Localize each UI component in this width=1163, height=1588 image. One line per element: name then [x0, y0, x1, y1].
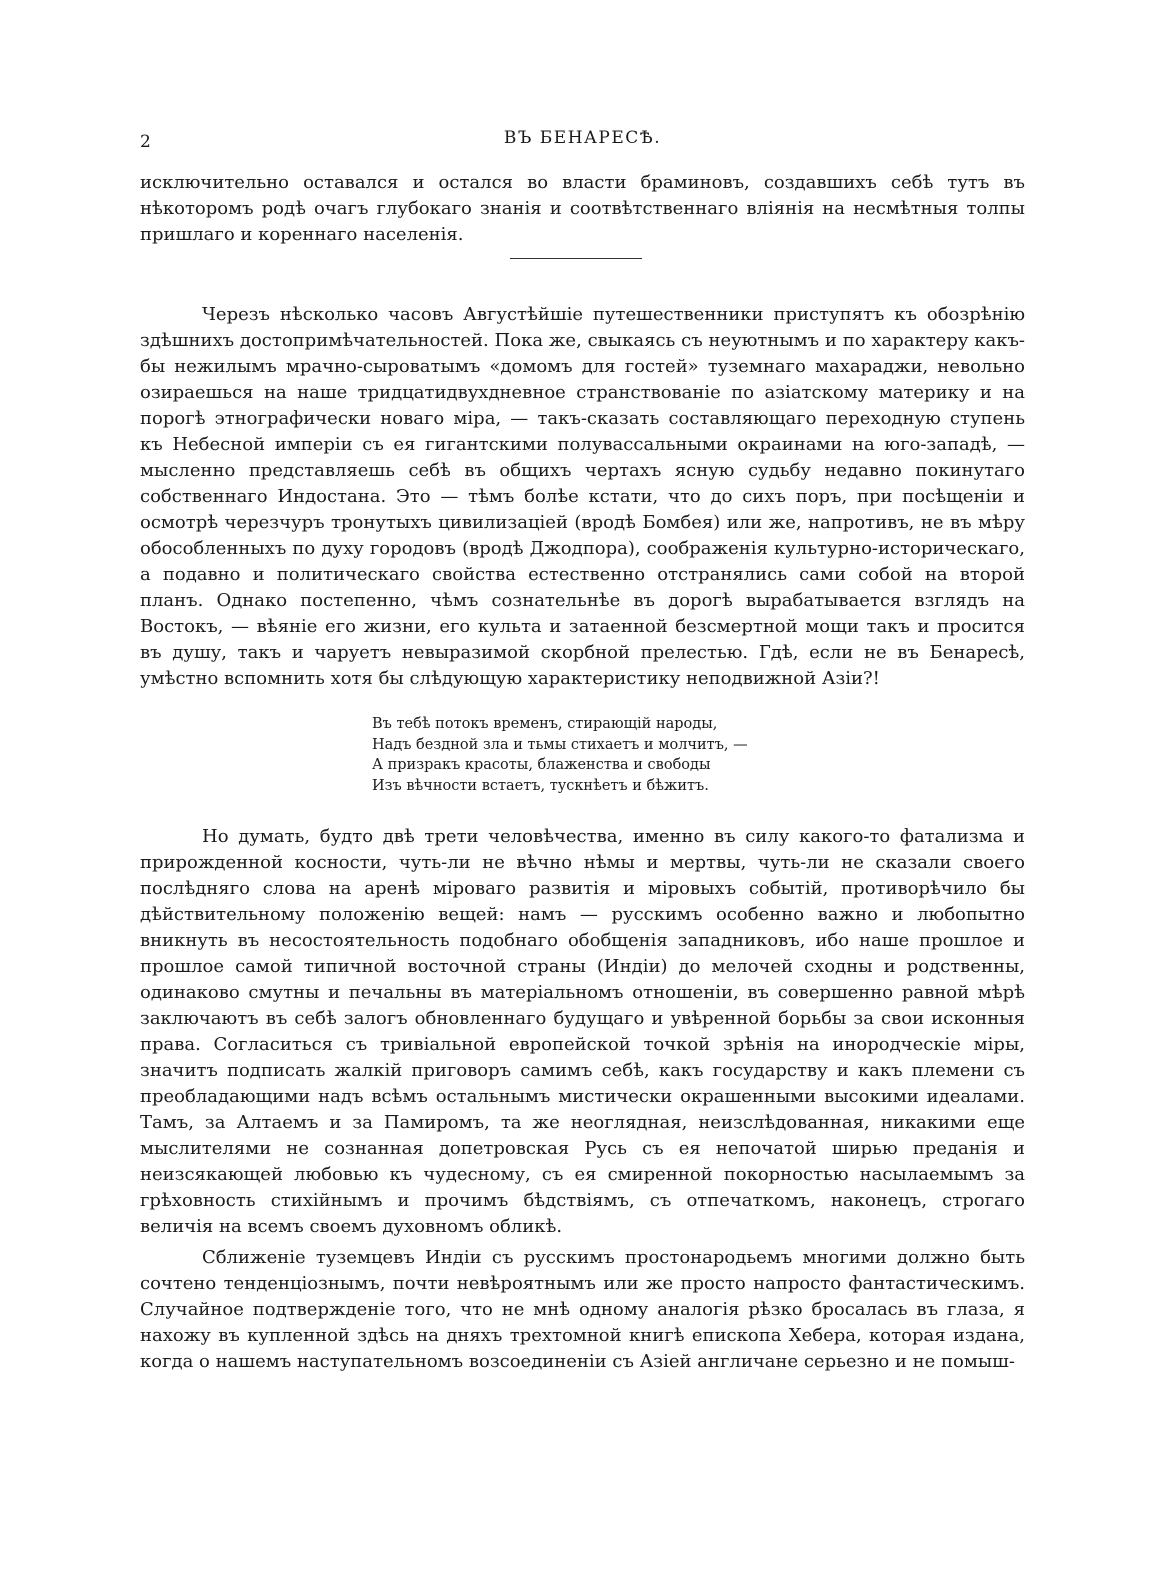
running-title: ВЪ БЕНАРЕСѢ.	[503, 128, 662, 148]
poem-line: Въ тебѣ потокъ временъ, стирающій народы,	[372, 716, 718, 732]
paragraph-second: Но думать, будто двѣ трети человѣчества, именно въ силу какого-то фатализма и прирожденной косности, чуть-ли не вѣчно нѣмы и мертвы, чуть-ли не сказали своего послѣдняго слова на аренѣ міроваго развитія и міровыхъ событій, противорѣчило бы дѣйствительному положенію вещей: намъ — русскимъ особенно важно и любопытно вникнуть въ несостоятельность подобнаго обобщенія западниковъ, ибо наше прошлое и прошлое самой типичной восточной страны (Индіи) до мелочей сходны и родственны, одинаково смутны и печальны въ матеріальномъ отношеніи, въ совершенно равной мѣрѣ заключаютъ въ себѣ залогъ обновленнаго будущаго и увѣренной борьбы за свои исконныя права. Согласиться съ тривіальной европейской точкой зрѣнія на инородческіе міры, значитъ подписать жалкій приговоръ самимъ себѣ, какъ государству и какъ племени съ преобладающими надъ всѣмъ остальнымъ мистически окрашенными высокими идеалами. Тамъ, за Алтаемъ и за Памиромъ, та же неоглядная, неизслѣдованная, никакими еще мыслителями не сознанная допетровская Русь съ ея непочатой ширью преданія и неизсякающей любовью къ чудесному, съ ея смиренной покорностью насылаемымъ за грѣховность стихійнымъ и прочимъ бѣдствіямъ, съ отпечаткомъ, наконецъ, строгаго величія на всемъ своемъ духовномъ обликѣ.	[140, 826, 1025, 1237]
paragraph-continued: исключительно оставался и остался во власти браминовъ, создавшихъ себѣ тутъ въ нѣкоторомъ родѣ очагъ глубокаго знанія и соотвѣтственнаго вліянія на несмѣтныя толпы пришлаго и кореннаго населенія.	[140, 172, 1025, 245]
poem-line: Изъ вѣчности встаетъ, тускнѣетъ и бѣжитъ.	[372, 777, 709, 794]
paragraph-main: Черезъ нѣсколько часовъ Августѣйшіе путешественники приступятъ къ обозрѣнію здѣшнихъ достопримѣчательностей. Пока же, свыкаясь съ неуютнымъ и по характеру какъ-бы нежилымъ мрачно-сыроватымъ «домомъ для гостей» туземнаго махараджи, невольно озираешься на наше тридцатидвухдневное странствованіе по азіатскому материку и на порогѣ этнографически новаго міра, — такъ-сказать составляющаго переходную ступень къ Небесной имперіи съ ея гигантскими полувассальными окраинами на юго-западѣ, — мысленно представляешь себѣ въ общихъ чертахъ ясную судьбу недавно покинутаго собственнаго Индостана. Это — тѣмъ болѣе кстати, что до сихъ поръ, при посѣщеніи и осмотрѣ черезчуръ тронутыхъ цивилизаціей (вродѣ Бомбея) или же, напротивъ, не въ мѣру обособленныхъ по духу городовъ (вродѣ Джодпора), соображенія культурно-историческаго, а подавно и политическаго свойства естественно отстранялись сами собой на второй планъ. Однако постепенно, чѣмъ сознательнѣе въ дорогѣ вырабатывается взглядъ на Востокъ, — вѣяніе его жизни, его культа и затаенной безсмертной мощи такъ и просится въ душу, такъ и чаруетъ невыразимой скорбной прелестью. Гдѣ, если не въ Бенаресѣ, умѣстно вспомнить хотя бы слѣдующую характеристику неподвижной Азіи?!	[140, 304, 1025, 689]
section-divider	[510, 258, 642, 259]
poem-quote	[372, 714, 872, 796]
poem-line: А призракъ красоты, блаженства и свободы	[372, 757, 711, 773]
page-header	[140, 128, 1025, 158]
poem-line: Надъ бездной зла и тьмы стихаетъ и молчитъ, —	[372, 736, 748, 753]
page-number: 2	[140, 132, 151, 152]
paragraph-third: Сближеніе туземцевъ Индіи съ русскимъ простонародьемъ многими должно быть сочтено тенденціознымъ, почти невѣроятнымъ или же просто напросто фантастическимъ. Случайное подтвержденіе того, что не мнѣ одному аналогія рѣзко бросалась въ глаза, я нахожу въ купленной здѣсь на дняхъ трехтомной книгѣ епископа Хебера, которая издана, когда о нашемъ наступательномъ возсоединеніи съ Азіей англичане серьезно и не помыш-	[140, 1247, 1025, 1372]
